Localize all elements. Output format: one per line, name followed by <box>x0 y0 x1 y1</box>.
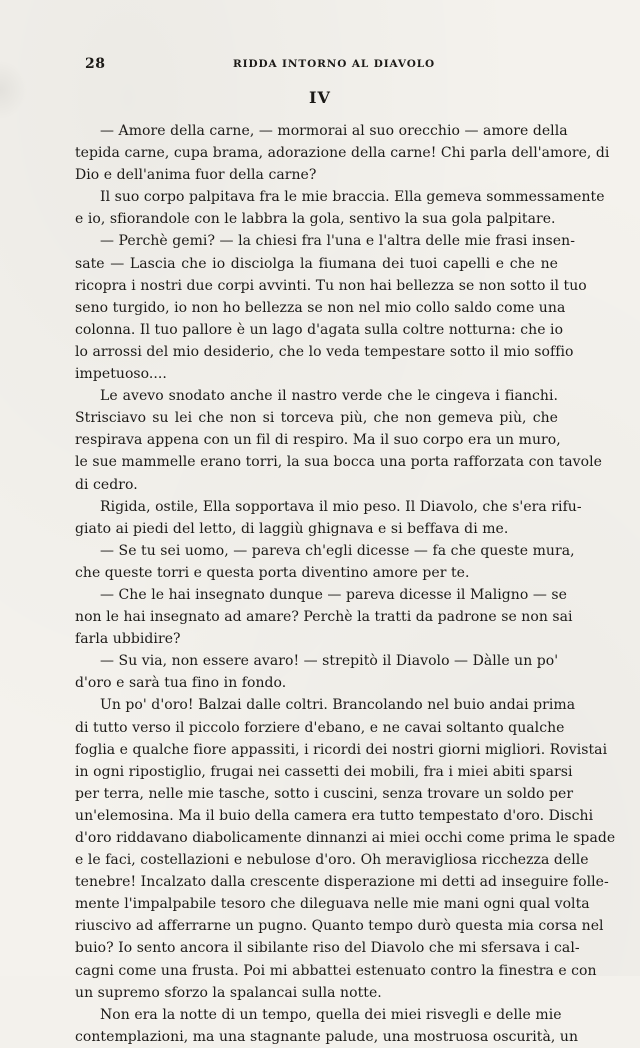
text-line: che queste torri e questa porta diventino amore per te. <box>75 564 470 581</box>
text-line: foglia e qualche fiore appassiti, i ricordi dei nostri giorni migliori. Rovistai <box>75 741 608 758</box>
text-line: — Amore della carne, — mormorai al suo orecchio — amore della <box>100 123 568 139</box>
text-line: un supremo sforzo la spalancai sulla notte. <box>75 984 382 1001</box>
running-title: RIDDA INTORNO AL DIAVOLO <box>233 58 436 70</box>
text-line: riuscivo ad afferrarne un pugno. Quanto tempo durò questa mia corsa nel <box>75 918 604 935</box>
text-line: e le faci, costellazioni e nebulose d'oro. Oh meravigliosa ricchezza delle <box>75 852 589 869</box>
text-line: e io, sfiorandole con le labbra la gola, sentivo la sua gola palpitare. <box>75 211 556 228</box>
text-line: Un po' d'oro! Balzai dalle coltri. Brancolando nel buio andai prima <box>100 697 576 714</box>
text-line: di cedro. <box>75 476 138 493</box>
text-line: respirava appena con un fil di respiro. Ma il suo corpo era un muro, <box>75 432 561 449</box>
text-line: Rigida, ostile, Ella sopportava il mio peso. Il Diavolo, che s'era rifu- <box>100 498 582 515</box>
text-line: ricopra i nostri due corpi avvinti. Tu non hai bellezza se non sotto il tuo <box>75 277 587 294</box>
text-line: tepida carne, cupa brama, adorazione della carne! Chi parla dell'amore, di <box>75 145 610 162</box>
text-line: le sue mammelle erano torri, la sua bocca una porta rafforzata con tavole <box>75 454 602 471</box>
text-line: mente l'impalpabile tesoro che dileguava nelle mie mani ogni qual volta <box>75 896 590 913</box>
chapter-heading: IV <box>309 88 331 107</box>
text-line: Il suo corpo palpitava fra le mie braccia. Ella gemeva sommessamente <box>100 189 605 206</box>
text-line: d'oro e sarà tua fino in fondo. <box>75 675 287 692</box>
text-line: lo arrossi del mio desiderio, che lo veda tempestare sotto il mio soffio <box>75 343 574 360</box>
text-line: seno turgido, io non ho bellezza se non nel mio collo saldo come una <box>75 299 566 316</box>
text-line: tenebre! Incalzato dalla crescente disperazione mi detti ad inseguire folle- <box>75 874 609 891</box>
text-line: — Se tu sei uomo, — pareva ch'egli dicesse — fa che queste mura, <box>100 542 575 559</box>
text-line: farla ubbidire? <box>75 631 181 648</box>
text-line: Non era la notte di un tempo, quella dei miei risvegli e delle mie <box>100 1006 562 1023</box>
text-line: Le avevo snodato anche il nastro verde che le cingeva i fianchi. <box>100 388 558 405</box>
text-line: Strisciavo su lei che non si torceva più, che non gemeva più, che <box>75 410 558 427</box>
page-header <box>85 56 557 74</box>
text-line: in ogni ripostiglio, frugai nei cassetti dei mobili, fra i miei abiti sparsi <box>75 763 573 780</box>
text-line: giato ai piedi del letto, di laggiù ghignava e si beffava di me. <box>75 520 509 537</box>
text-line: cagni come una frusta. Poi mi abbattei estenuato contro la finestra e con <box>75 962 597 979</box>
text-line: per terra, nelle mie tasche, sotto i cuscini, senza trovare un soldo per <box>75 785 574 802</box>
text-line: contemplazioni, ma una stagnante palude, una mostruosa oscurità, un <box>75 1028 579 1045</box>
text-line: un'elemosina. Ma il buio della camera era tutto tempestato d'oro. Dischi <box>75 807 594 824</box>
text-line: d'oro riddavano diabolicamente dinnanzi ai miei occhi come prima le spade <box>75 830 616 846</box>
text-line: — Perchè gemi? — la chiesi fra l'una e l'altra delle mie frasi insen- <box>100 233 575 250</box>
body-text <box>75 120 616 1048</box>
text-line: di tutto verso il piccolo forziere d'ebano, e ne cavai soltanto qualche <box>75 719 565 736</box>
text-line: non le hai insegnato ad amare? Perchè la tratti da padrone se non sai <box>75 609 573 626</box>
text-line: — Su via, non essere avaro! — strepitò il Diavolo — Dàlle un po' <box>100 653 559 670</box>
text-line: buio? Io sento ancora il sibilante riso del Diavolo che mi sfersava i cal- <box>75 940 580 957</box>
page-number: 28 <box>85 56 106 72</box>
text-line: colonna. Il tuo pallore è un lago d'agata sulla coltre notturna: che io <box>75 321 564 338</box>
text-line: — Che le hai insegnato dunque — pareva dicesse il Maligno — se <box>100 586 567 603</box>
text-line: Dio e dell'anima fuor della carne? <box>75 167 317 184</box>
text-line: sate — Lascia che io disciolga la fiumana dei tuoi capelli e che ne <box>75 255 558 272</box>
text-line: impetuoso.... <box>75 366 167 383</box>
